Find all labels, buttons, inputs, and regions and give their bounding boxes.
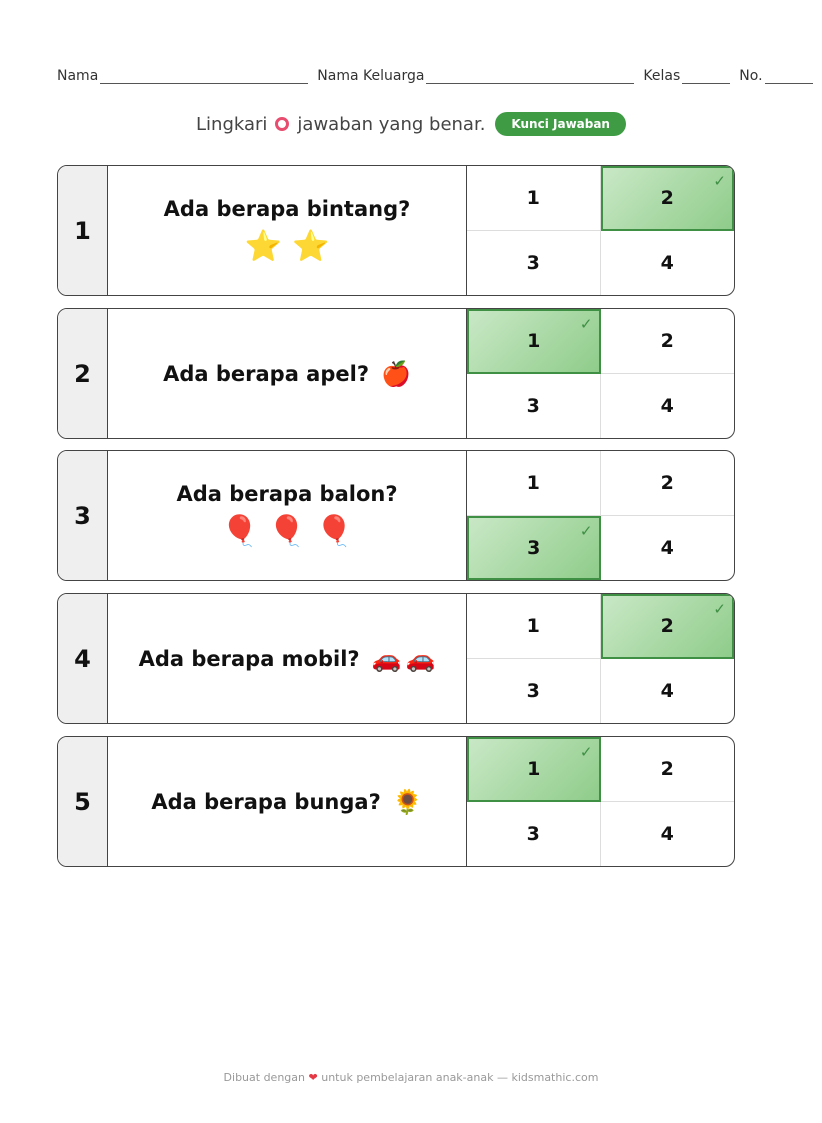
class-line[interactable]: [682, 69, 730, 84]
counting-object-icon: 🎈: [315, 514, 354, 549]
answer-option[interactable]: [601, 802, 735, 867]
answer-value: 2: [660, 471, 674, 494]
answer-value: 2: [660, 757, 674, 780]
counting-object-icon: 🍎: [381, 359, 411, 388]
answer-value: 4: [660, 822, 674, 845]
answer-option[interactable]: [467, 374, 601, 439]
question-row: [57, 593, 735, 724]
answer-option[interactable]: [601, 659, 735, 724]
question-text: Ada berapa bunga?: [151, 789, 381, 814]
question-cell: [108, 737, 467, 866]
answer-grid: [467, 737, 734, 866]
answer-option-correct[interactable]: [601, 594, 735, 659]
question-row: [57, 736, 735, 867]
footer-text-end: untuk pembelajaran anak-anak — kidsmathic.com: [321, 1071, 599, 1084]
counting-object-icon: 🚗: [371, 644, 402, 673]
checkmark-icon: ✓: [579, 521, 593, 540]
class-label: Kelas: [643, 68, 681, 84]
answer-value: 3: [526, 822, 540, 845]
question-icons: [368, 645, 436, 673]
answer-option-correct[interactable]: [467, 309, 601, 374]
counting-object-icon: 🎈: [220, 514, 259, 549]
instruction-text-start: Lingkari: [196, 113, 268, 135]
family-name-line[interactable]: [426, 69, 634, 84]
answer-value: 3: [527, 536, 541, 559]
number-line[interactable]: [765, 69, 813, 84]
question-text: Ada berapa bintang?: [163, 197, 411, 221]
instruction: [0, 112, 822, 136]
question-icons: [377, 360, 411, 388]
answer-value: 4: [660, 394, 674, 417]
question-number: 4: [58, 594, 108, 723]
answer-option[interactable]: [467, 451, 601, 516]
answer-value: 4: [660, 679, 674, 702]
question-text: Ada berapa mobil?: [138, 646, 360, 671]
answer-option[interactable]: [467, 659, 601, 724]
question-icons: [221, 514, 353, 549]
answer-option-correct[interactable]: [467, 737, 601, 802]
answer-value: 2: [660, 187, 674, 210]
question-number: 1: [58, 166, 108, 295]
checkmark-icon: ✓: [579, 743, 593, 761]
question-cell: [108, 594, 467, 723]
counting-object-icon: ⭐: [292, 229, 330, 264]
answer-option[interactable]: [601, 451, 735, 516]
question-number: 5: [58, 737, 108, 866]
counting-object-icon: 🌻: [392, 787, 423, 816]
heart-icon: ❤: [308, 1071, 318, 1084]
answer-option-correct[interactable]: [467, 516, 601, 581]
answer-value: 3: [526, 394, 540, 417]
question-row: [57, 165, 735, 296]
answer-option[interactable]: [601, 737, 735, 802]
answer-value: 3: [526, 251, 540, 274]
answer-option[interactable]: [467, 594, 601, 659]
number-label: No.: [739, 68, 763, 84]
answer-key-badge: Kunci Jawaban: [495, 112, 626, 136]
question-number: 2: [58, 309, 108, 438]
answer-value: 2: [660, 329, 674, 352]
family-name-label: Nama Keluarga: [317, 68, 425, 84]
footer: [0, 1071, 822, 1084]
question-cell: [108, 451, 467, 580]
answer-value: 1: [527, 758, 541, 781]
answer-option[interactable]: [601, 374, 735, 439]
answer-option[interactable]: [601, 231, 735, 296]
footer-text-start: Dibuat dengan: [223, 1071, 305, 1084]
question-text: Ada berapa apel?: [163, 361, 370, 386]
answer-value: 3: [526, 679, 540, 702]
checkmark-icon: ✓: [713, 600, 726, 618]
answer-grid: [467, 451, 734, 580]
answer-value: 2: [660, 615, 674, 638]
answer-value: 1: [526, 471, 540, 494]
answer-grid: [467, 594, 734, 723]
question-icons: [245, 229, 330, 264]
answer-grid: [467, 166, 734, 295]
counting-object-icon: 🚗: [405, 644, 436, 673]
answer-option[interactable]: [467, 231, 601, 296]
answer-value: 1: [526, 614, 540, 637]
question-cell: [108, 309, 467, 438]
name-label: Nama: [57, 68, 99, 84]
student-info-header: [57, 68, 822, 84]
answer-option[interactable]: [467, 802, 601, 867]
question-icons: [389, 788, 423, 816]
instruction-text-end: jawaban yang benar.: [297, 113, 486, 135]
answer-grid: [467, 309, 734, 438]
answer-option[interactable]: [601, 309, 735, 374]
question-number: 3: [58, 451, 108, 580]
answer-value: 4: [660, 536, 674, 559]
answer-value: 4: [660, 251, 674, 274]
answer-option[interactable]: [601, 516, 735, 581]
question-cell: [108, 166, 467, 295]
answer-value: 1: [527, 330, 541, 353]
answer-option[interactable]: [467, 166, 601, 231]
answer-option-correct[interactable]: [601, 166, 735, 231]
counting-object-icon: 🎈: [268, 514, 306, 549]
question-row: [57, 308, 735, 439]
answer-value: 1: [526, 186, 540, 209]
name-line[interactable]: [100, 69, 308, 84]
question-text: Ada berapa balon?: [176, 482, 398, 506]
question-row: [57, 450, 735, 581]
circle-outline-icon: [275, 117, 289, 131]
checkmark-icon: ✓: [579, 315, 593, 333]
counting-object-icon: ⭐: [244, 229, 282, 264]
checkmark-icon: ✓: [713, 172, 726, 190]
